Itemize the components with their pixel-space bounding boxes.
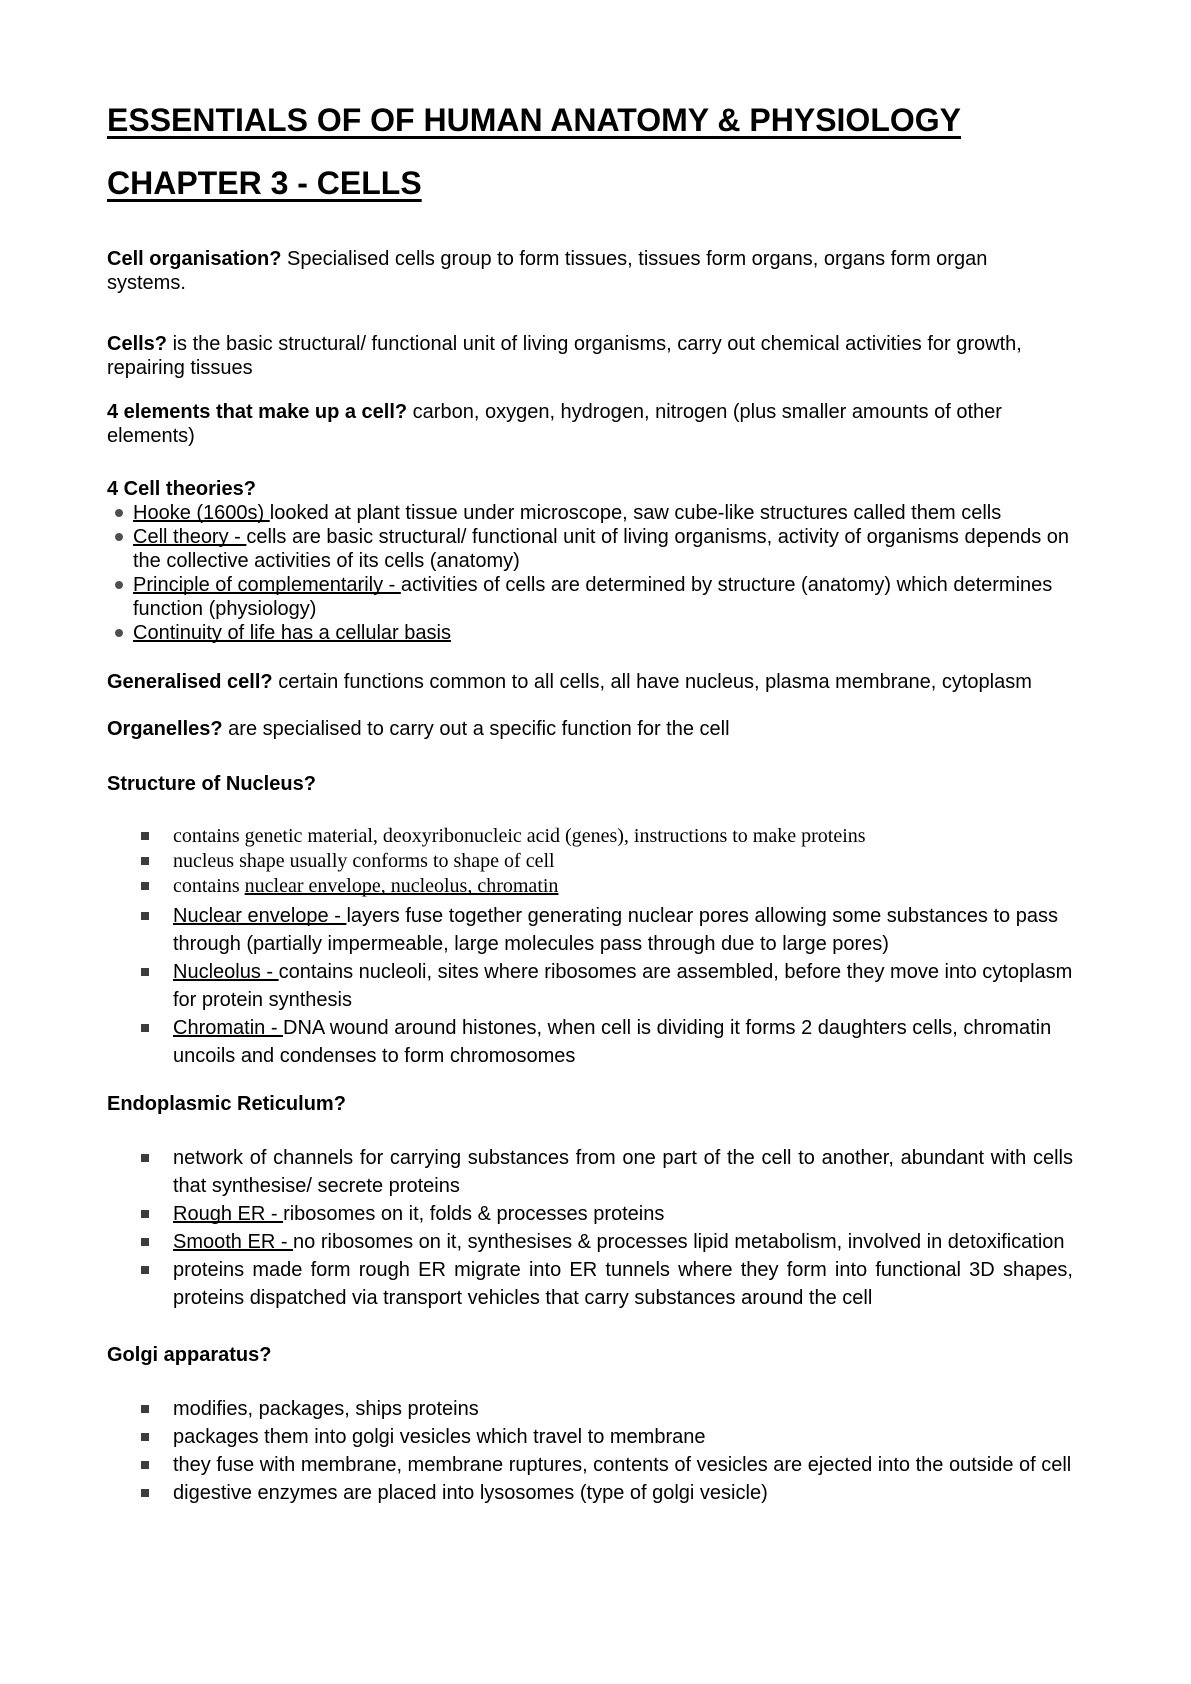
item-lead: Principle of complementarily - [133, 574, 401, 596]
bullet-square-icon [141, 857, 149, 865]
para-organelles [107, 717, 1067, 741]
golgi-apparatus-list [107, 1395, 1100, 1507]
list-item [107, 501, 1087, 525]
para-text: Specialised cells group to form tissues, tissues form organs, organs form organ systems. [107, 248, 988, 294]
bullet-square-icon [141, 1024, 149, 1032]
list-item [107, 1423, 1073, 1451]
bullet-square-icon [141, 1210, 149, 1218]
bullet-square-icon [141, 1154, 149, 1162]
para-lead: Generalised cell? [107, 671, 273, 693]
item-text: contains nucleoli, sites where ribosomes are assembled, before they move into cytoplasm for protein synthesis [173, 961, 1073, 1011]
list-item [107, 1451, 1073, 1479]
para-cells [107, 332, 1067, 380]
item-underlined-text: nuclear envelope, nucleolus, chromatin [244, 875, 559, 897]
doc-title: ESSENTIALS OF OF HUMAN ANATOMY & PHYSIOLOGY [107, 102, 961, 138]
bullet-dot-icon [115, 509, 123, 517]
para-four-elements [107, 400, 1067, 448]
item-text: contains [173, 875, 245, 897]
list-item [107, 573, 1087, 621]
list-item [107, 525, 1087, 573]
item-text: DNA wound around histones, when cell is dividing it forms 2 daughters cells, chromatin uncoils and condenses to form chromosomes [173, 1017, 1052, 1067]
heading-cell-theories: 4 Cell theories? [107, 478, 256, 500]
item-text: contains genetic material, deoxyribonucleic acid (genes), instructions to make proteins [173, 825, 866, 847]
item-lead: Hooke (1600s) [133, 502, 270, 524]
para-text: carbon, oxygen, hydrogen, nitrogen (plus smaller amounts of other elements) [107, 401, 1002, 447]
nucleus-list [107, 824, 1100, 1070]
bullet-square-icon [141, 1238, 149, 1246]
heading-endoplasmic-reticulum: Endoplasmic Reticulum? [107, 1093, 346, 1115]
item-lead: Cell theory - [133, 526, 247, 548]
item-text: layers fuse together generating nuclear pores allowing some substances to pass through (partially impermeable, large molecules pass through due to large pores) [173, 905, 1058, 955]
list-item [107, 902, 1073, 958]
bullet-square-icon [141, 832, 149, 840]
bullet-square-icon [141, 1433, 149, 1441]
item-lead: Nuclear envelope - [173, 905, 347, 927]
bullet-square-icon [141, 968, 149, 976]
para-lead: Organelles? [107, 718, 223, 740]
item-text: looked at plant tissue under microscope, saw cube-like structures called them cells [269, 502, 1002, 524]
bullet-square-icon [141, 1405, 149, 1413]
heading-golgi-apparatus: Golgi apparatus? [107, 1344, 272, 1366]
bullet-square-icon [141, 1489, 149, 1497]
bullet-dot-icon [115, 533, 123, 541]
list-item [107, 958, 1073, 1014]
item-text: ribosomes on it, folds & processes proteins [283, 1203, 665, 1225]
list-item [107, 849, 1073, 874]
item-text: network of channels for carrying substances from one part of the cell to another, abundant with cells that synthesise/ secrete proteins [173, 1147, 1073, 1197]
bullet-square-icon [141, 1266, 149, 1274]
para-lead: Cell organisation? [107, 248, 282, 270]
item-lead: Smooth ER - [173, 1231, 294, 1253]
para-generalised-cell [107, 670, 1067, 694]
bullet-dot-icon [115, 629, 123, 637]
item-lead: Chromatin - [173, 1017, 284, 1039]
item-lead: Nucleolus - [173, 961, 279, 983]
list-item [107, 1256, 1073, 1312]
item-text: no ribosomes on it, synthesises & processes lipid metabolism, involved in detoxification [293, 1231, 1065, 1253]
item-text: modifies, packages, ships proteins [173, 1398, 479, 1420]
list-item [107, 824, 1073, 849]
item-lead: Continuity of life has a cellular basis [133, 622, 451, 644]
chapter-title: CHAPTER 3 - CELLS [107, 165, 422, 201]
list-item [107, 1228, 1073, 1256]
list-item [107, 1479, 1073, 1507]
item-text: they fuse with membrane, membrane ruptures, contents of vesicles are ejected into the outside of cell [173, 1454, 1072, 1476]
bullet-dot-icon [115, 581, 123, 589]
item-lead: Rough ER - [173, 1203, 284, 1225]
list-item [107, 1395, 1073, 1423]
list-item [107, 1144, 1073, 1200]
list-item [107, 1200, 1073, 1228]
heading-structure-of-nucleus: Structure of Nucleus? [107, 773, 316, 795]
para-text: are specialised to carry out a specific function for the cell [222, 718, 730, 740]
para-lead: Cells? [107, 333, 168, 355]
item-text: activities of cells are determined by structure (anatomy) which determines function (physiology) [133, 574, 1053, 620]
para-lead: 4 elements that make up a cell? [107, 401, 408, 423]
list-item [107, 621, 1087, 645]
endoplasmic-reticulum-list [107, 1144, 1100, 1312]
item-text: proteins made form rough ER migrate into ER tunnels where they form into functional 3D shapes, proteins dispatched via transport vehicles that carry substances around the cell [173, 1259, 1073, 1309]
para-cell-organisation [107, 247, 1067, 295]
item-text: cells are basic structural/ functional unit of living organisms, activity of organisms depends on the collective activities of its cells (anatomy) [133, 526, 1069, 572]
bullet-square-icon [141, 912, 149, 920]
item-text: digestive enzymes are placed into lysosomes (type of golgi vesicle) [173, 1482, 768, 1504]
item-text: nucleus shape usually conforms to shape of cell [173, 850, 555, 872]
para-text: is the basic structural/ functional unit of living organisms, carry out chemical activities for growth, repairing tissues [107, 333, 1022, 379]
list-item [107, 874, 1073, 899]
bullet-square-icon [141, 882, 149, 890]
para-text: certain functions common to all cells, all have nucleus, plasma membrane, cytoplasm [272, 671, 1032, 693]
cell-theories-list [107, 501, 1087, 645]
bullet-square-icon [141, 1461, 149, 1469]
list-item [107, 1014, 1073, 1070]
item-text: packages them into golgi vesicles which travel to membrane [173, 1426, 706, 1448]
